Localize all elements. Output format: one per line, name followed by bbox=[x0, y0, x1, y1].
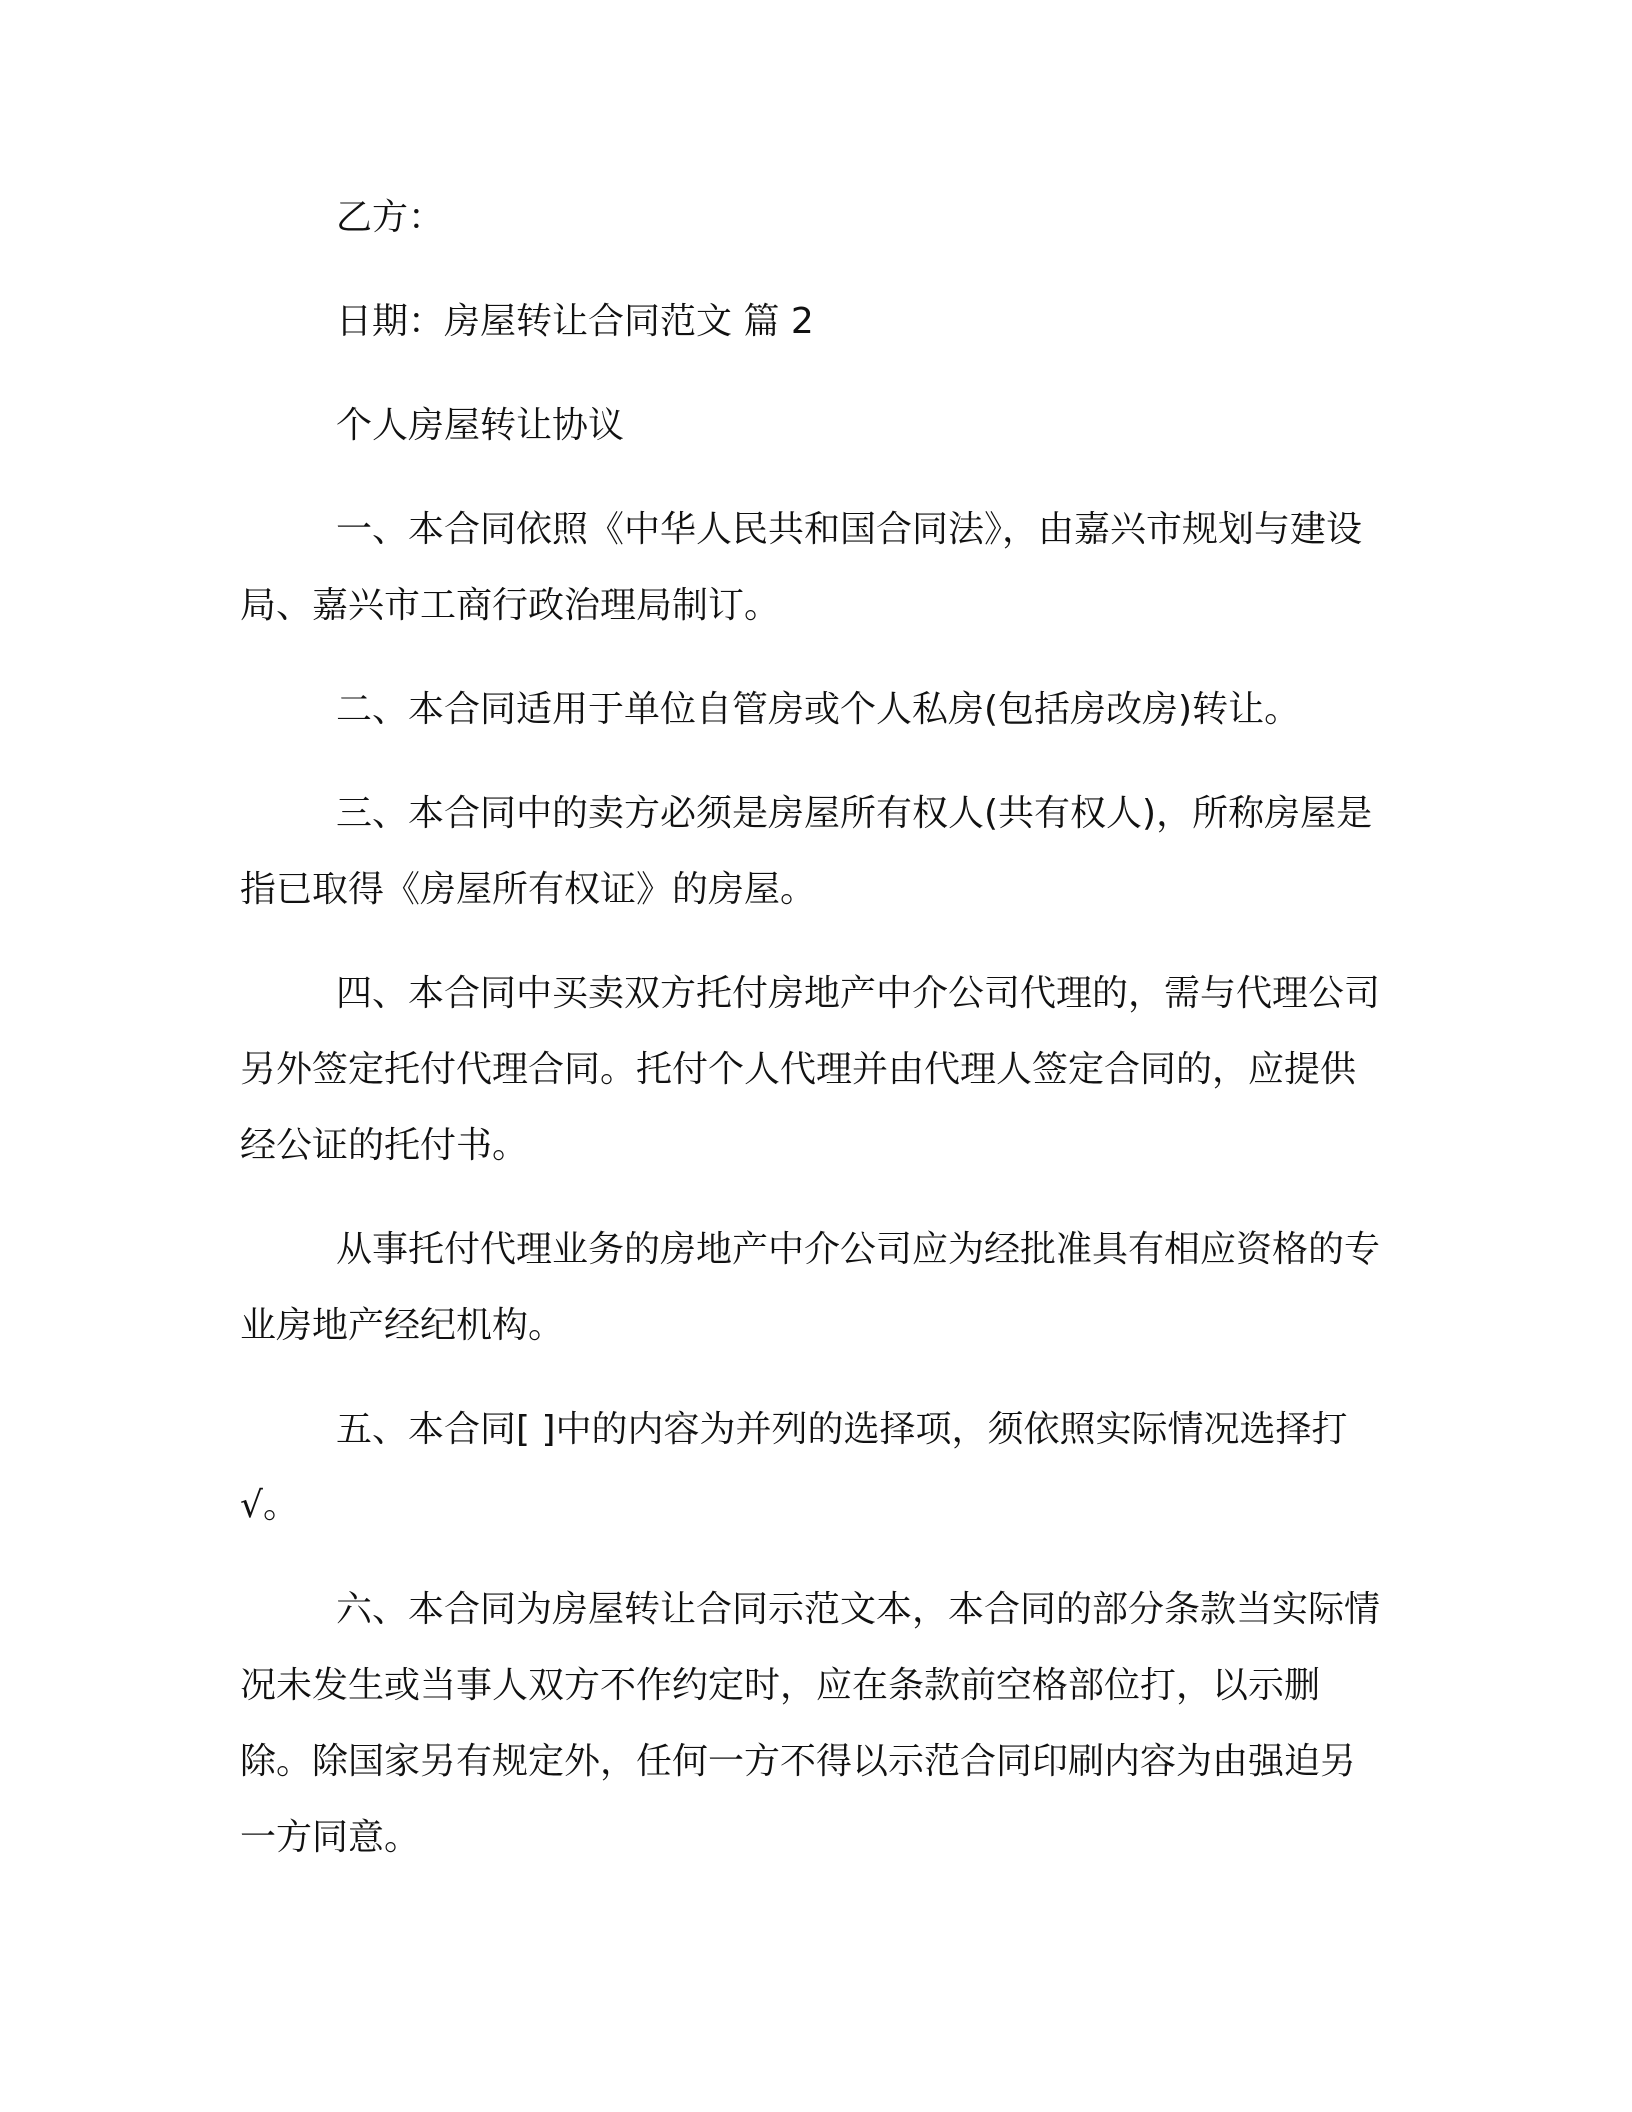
document-body bbox=[240, 180, 1390, 1876]
clause-4: 四、本合同中买卖双方托付房地产中介公司代理的，需与代理公司另外签定托付代理合同。托付个人代理并由代理人签定合同的，应提供经公证的托付书。 bbox=[240, 973, 1381, 1166]
clause-6: 六、本合同为房屋转让合同示范文本，本合同的部分条款当实际情况未发生或当事人双方不作约定时，应在条款前空格部位打，以示删除。除国家另有规定外，任何一方不得以示范合同印刷内容为由强迫另一方同意。 bbox=[240, 1589, 1381, 1858]
date-title-line: 日期：房屋转让合同范文 篇 2 bbox=[336, 301, 814, 342]
clause-4-note: 从事托付代理业务的房地产中介公司应为经批准具有相应资格的专业房地产经纪机构。 bbox=[240, 1229, 1381, 1346]
clause-5: 五、本合同[ ]中的内容为并列的选择项，须依照实际情况选择打√。 bbox=[240, 1409, 1348, 1526]
clause-1: 一、本合同依照《中华人民共和国合同法》，由嘉兴市规划与建设局、嘉兴市工商行政治理局制订。 bbox=[240, 509, 1363, 626]
clause-2: 二、本合同适用于单位自管房或个人私房(包括房改房)转让。 bbox=[336, 689, 1301, 730]
agreement-title: 个人房屋转让协议 bbox=[336, 405, 625, 446]
party-b-line: 乙方： bbox=[336, 197, 445, 238]
clause-3: 三、本合同中的卖方必须是房屋所有权人(共有权人)，所称房屋是指已取得《房屋所有权证》的房屋。 bbox=[240, 793, 1373, 910]
